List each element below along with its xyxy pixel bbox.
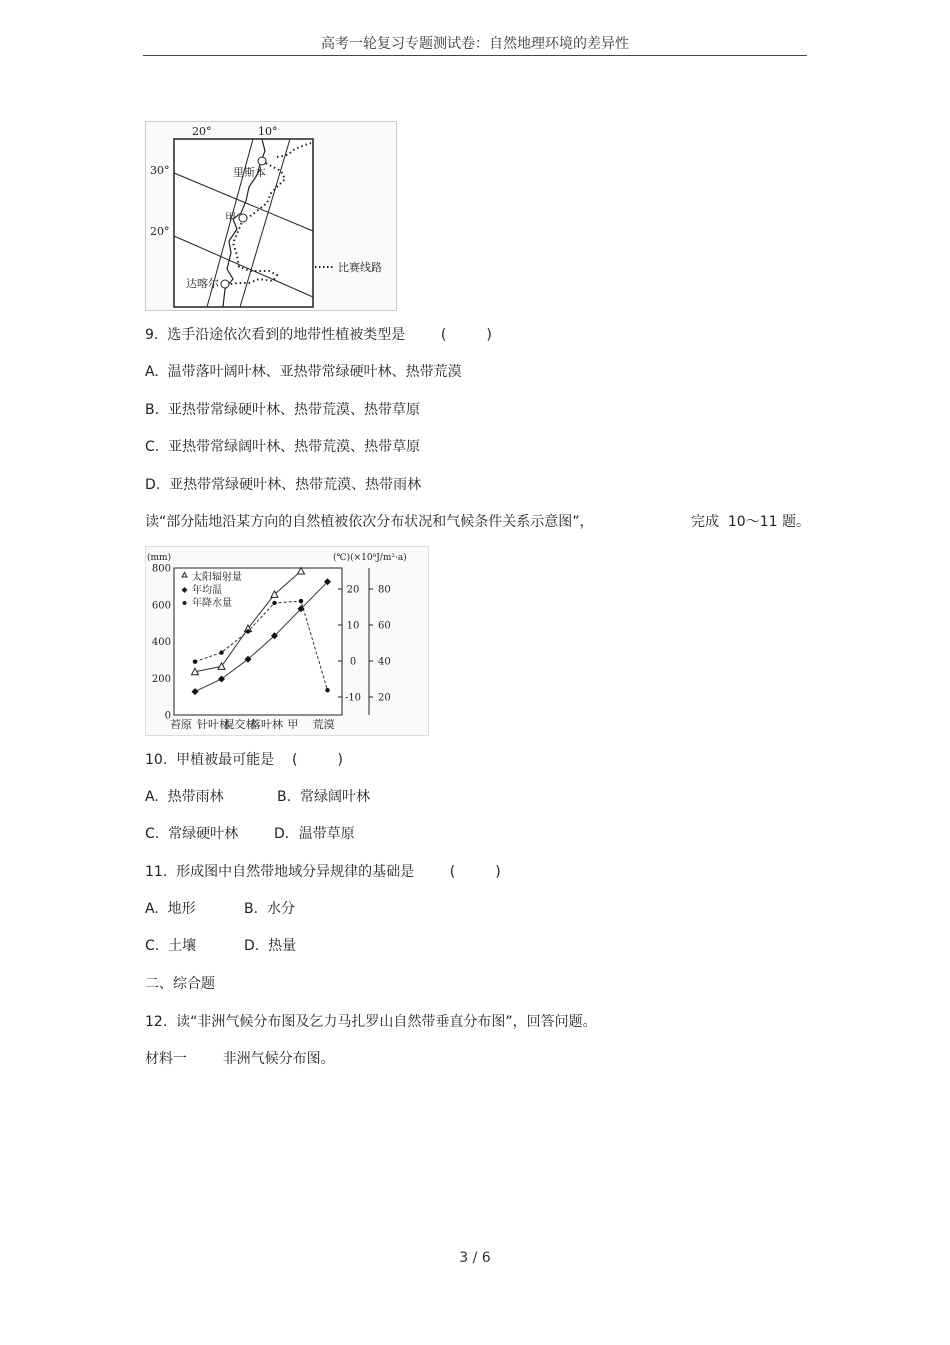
place-dakar: 达喀尔 bbox=[186, 277, 219, 290]
temp-tick-label: 20 bbox=[346, 584, 360, 596]
legend-precip-marker bbox=[183, 601, 187, 605]
q9-option-c: C. 亚热带常绿阔叶林、热带荒漠、热带草原 bbox=[145, 439, 421, 455]
lon-label-20: 20° bbox=[192, 125, 212, 138]
header-rule bbox=[143, 55, 807, 56]
q10-option-a: A. 热带雨林 bbox=[145, 789, 224, 805]
precipitation-point bbox=[272, 601, 276, 605]
legend-precip-label: 年降水量 bbox=[192, 598, 232, 609]
route-map-figure bbox=[145, 121, 397, 311]
precipitation-point bbox=[193, 660, 197, 664]
section-2-title: 二、综合题 bbox=[145, 976, 215, 992]
legend-radiation-label: 太阳辐射量 bbox=[192, 572, 242, 583]
radiation-tick-label: 60 bbox=[378, 620, 391, 632]
q11-stem: 11. 形成图中自然带地域分异规律的基础是 ( ) bbox=[145, 864, 501, 880]
q9-option-b: B. 亚热带常绿硬叶林、热带荒漠、热带草原 bbox=[145, 402, 420, 418]
temp-tick-label: -10 bbox=[344, 692, 362, 704]
lat-label-20: 20° bbox=[150, 225, 170, 238]
precipitation-point bbox=[325, 688, 329, 692]
q11-option-b: B. 水分 bbox=[244, 901, 295, 917]
q9-stem: 9. 选手沿途依次看到的地带性植被类型是 ( ) bbox=[145, 327, 492, 343]
precipitation-point bbox=[299, 599, 303, 603]
place-lisbon: 里斯本 bbox=[233, 166, 266, 179]
q12-material-1: 材料一 非洲气候分布图。 bbox=[145, 1051, 335, 1067]
page-number: 3 / 6 bbox=[459, 1250, 491, 1266]
radiation-tick-label: 40 bbox=[378, 656, 391, 668]
precipitation-point bbox=[219, 650, 223, 654]
legend-route-label: 比赛线路 bbox=[338, 261, 382, 274]
precip-axis-unit: (mm) bbox=[147, 553, 172, 563]
q10-stem: 10. 甲植被最可能是 ( ) bbox=[145, 752, 343, 768]
right-axis-unit: (℃)(×10⁸J/m²·a) bbox=[333, 553, 407, 563]
q10-option-c: C. 常绿硬叶林 bbox=[145, 826, 239, 842]
precip-tick-label: 200 bbox=[151, 673, 171, 685]
precip-tick-label: 0 bbox=[164, 710, 171, 722]
q9-option-d: D. 亚热带常绿硬叶林、热带荒漠、热带雨林 bbox=[145, 477, 422, 493]
legend-temp-label: 年均温 bbox=[192, 585, 222, 596]
precipitation-point bbox=[246, 629, 250, 633]
precip-tick-label: 600 bbox=[151, 600, 171, 612]
radiation-tick-label: 20 bbox=[378, 692, 391, 704]
lat-label-30: 30° bbox=[150, 164, 170, 177]
category-label: 甲 bbox=[287, 718, 299, 731]
jia-marker bbox=[239, 214, 247, 222]
intro-10-11-right: 完成 10～11 题。 bbox=[691, 514, 810, 530]
q11-option-c: C. 土壤 bbox=[145, 938, 197, 954]
category-label: 落叶林 bbox=[250, 718, 283, 731]
q11-option-a: A. 地形 bbox=[145, 901, 196, 917]
q11-option-d: D. 热量 bbox=[244, 938, 297, 954]
category-label: 混交林 bbox=[223, 718, 257, 731]
q10-option-b: B. 常绿阔叶林 bbox=[277, 789, 370, 805]
temp-tick-label: 0 bbox=[349, 656, 357, 668]
q12-stem: 12. 读“非洲气候分布图及乞力马扎罗山自然带垂直分布图”，回答问题。 bbox=[145, 1014, 597, 1030]
category-label: 苔原 bbox=[170, 718, 192, 731]
vegetation-climate-chart bbox=[145, 546, 429, 736]
q9-option-a: A. 温带落叶阔叶林、亚热带常绿硬叶林、热带荒漠 bbox=[145, 364, 462, 380]
precip-tick-label: 800 bbox=[151, 563, 171, 575]
intro-10-11-left: 读“部分陆地沿某方向的自然植被依次分布状况和气候条件关系示意图”， bbox=[145, 514, 594, 530]
category-label: 针叶林 bbox=[197, 718, 230, 731]
place-jia: 甲 bbox=[225, 211, 236, 224]
dakar-marker bbox=[221, 280, 229, 288]
precip-tick-label: 400 bbox=[151, 637, 171, 648]
lon-label-10: 10° bbox=[258, 125, 278, 138]
page-header: 高考一轮复习专题测试卷：自然地理环境的差异性 bbox=[321, 36, 629, 52]
category-label: 荒漠 bbox=[312, 718, 335, 731]
q10-option-d: D．温带草原 bbox=[274, 826, 355, 842]
lisbon-marker bbox=[258, 157, 266, 165]
radiation-tick-label: 80 bbox=[378, 584, 391, 596]
temp-tick-label: 10 bbox=[346, 620, 360, 632]
